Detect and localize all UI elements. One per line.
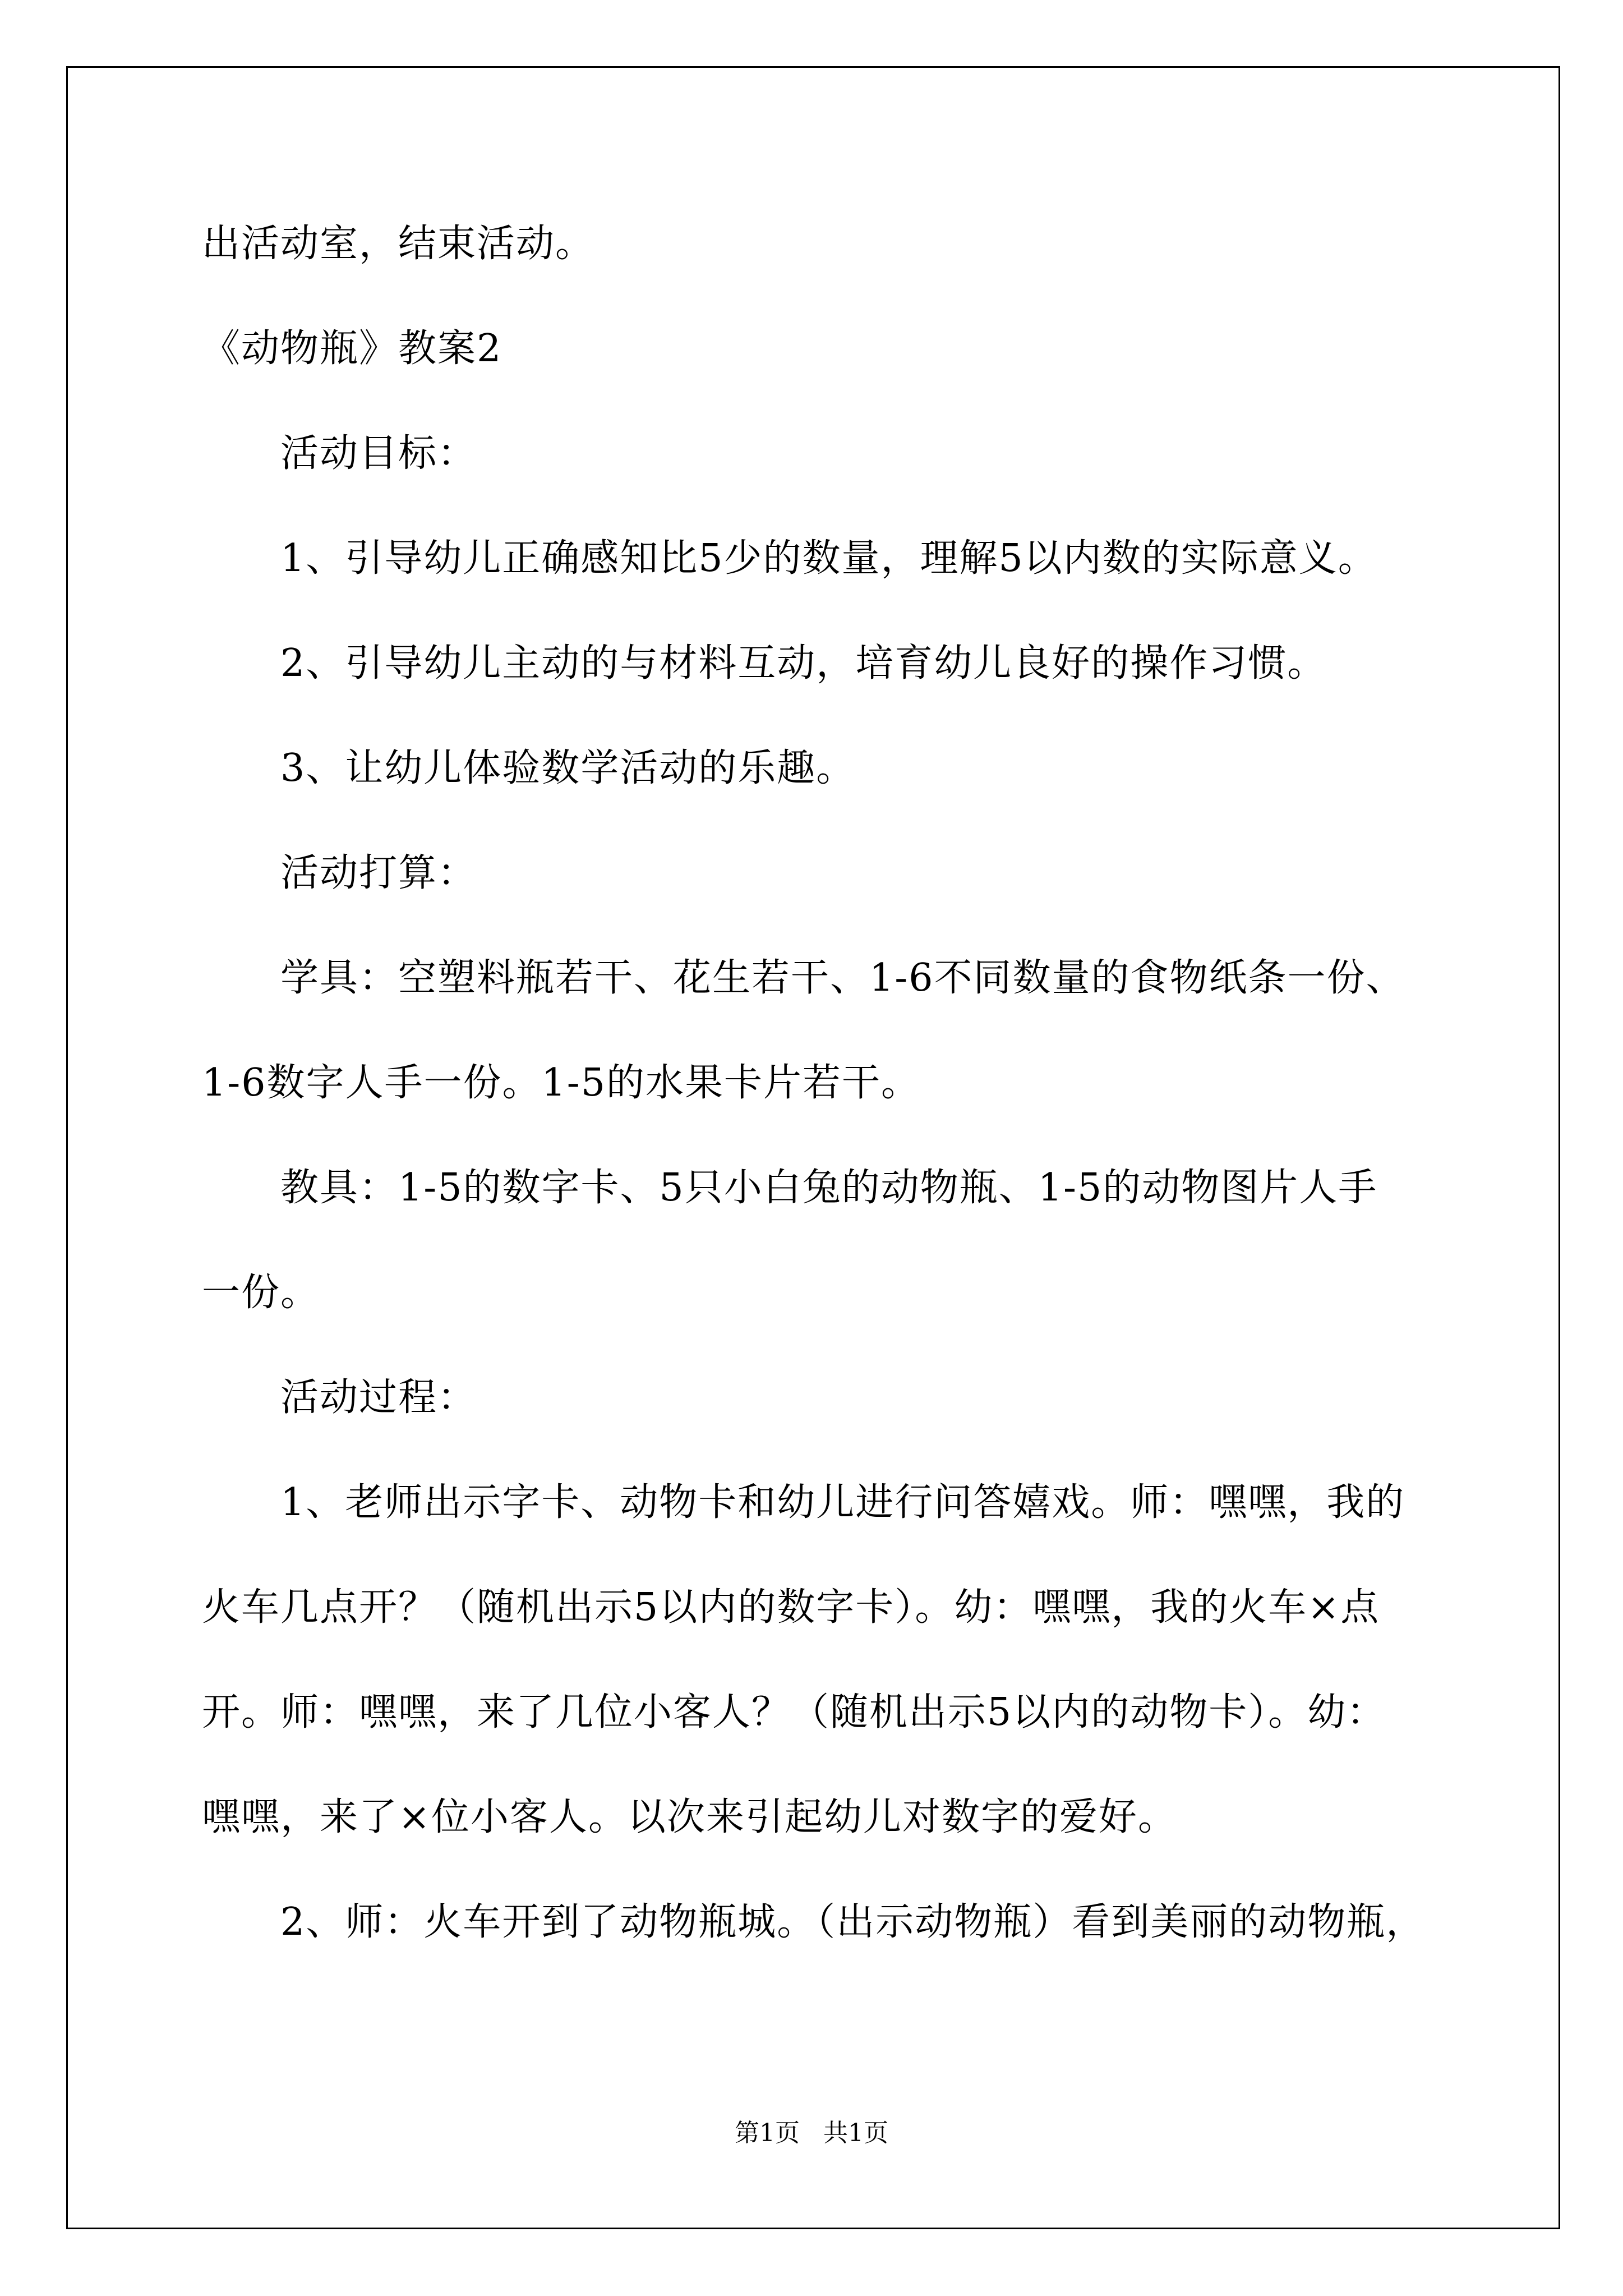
goal-item-3: 3、让幼儿体验数学活动的乐趣。 bbox=[280, 746, 856, 790]
goal-item-1: 1、引导幼儿正确感知比5少的数量，理解5以内数的实际意义。 bbox=[280, 536, 1377, 581]
paragraph-line: 一份。 bbox=[202, 1271, 320, 1315]
paragraph-line: 嘿嘿，来了×位小客人。以次来引起幼儿对数字的爱好。 bbox=[202, 1795, 1177, 1839]
page-footer: 第1页 共1页 bbox=[735, 2119, 888, 2147]
paragraph-line: 2、师：火车开到了动物瓶城。（出示动物瓶）看到美丽的动物瓶， bbox=[280, 1900, 1426, 1944]
paragraph-line: 开。师：嘿嘿，来了几位小客人？（随机出示5以内的动物卡）。幼： bbox=[202, 1690, 1386, 1734]
paragraph-line: 学具：空塑料瓶若干、花生若干、1-6不同数量的食物纸条一份、 bbox=[280, 956, 1405, 1000]
heading-activity-process: 活动过程： bbox=[280, 1375, 477, 1420]
heading-activity-preparation: 活动打算： bbox=[280, 851, 477, 895]
heading-activity-goals: 活动目标： bbox=[280, 431, 477, 476]
paragraph-line: 1、老师出示字卡、动物卡和幼儿进行问答嬉戏。师：嘿嘿，我的 bbox=[280, 1480, 1405, 1525]
paragraph-line: 火车几点开？（随机出示5以内的数字卡）。幼：嘿嘿，我的火车×点 bbox=[202, 1585, 1380, 1630]
paragraph-line: 出活动室，结束活动。 bbox=[202, 222, 595, 266]
paragraph-line: 教具：1-5的数字卡、5只小白兔的动物瓶、1-5的动物图片人手 bbox=[280, 1166, 1378, 1210]
section-title: 《动物瓶》教案2 bbox=[202, 326, 502, 371]
goal-item-2: 2、引导幼儿主动的与材料互动，培育幼儿良好的操作习惯。 bbox=[280, 641, 1327, 685]
paragraph-line: 1-6数字人手一份。1-5的水果卡片若干。 bbox=[202, 1061, 921, 1105]
